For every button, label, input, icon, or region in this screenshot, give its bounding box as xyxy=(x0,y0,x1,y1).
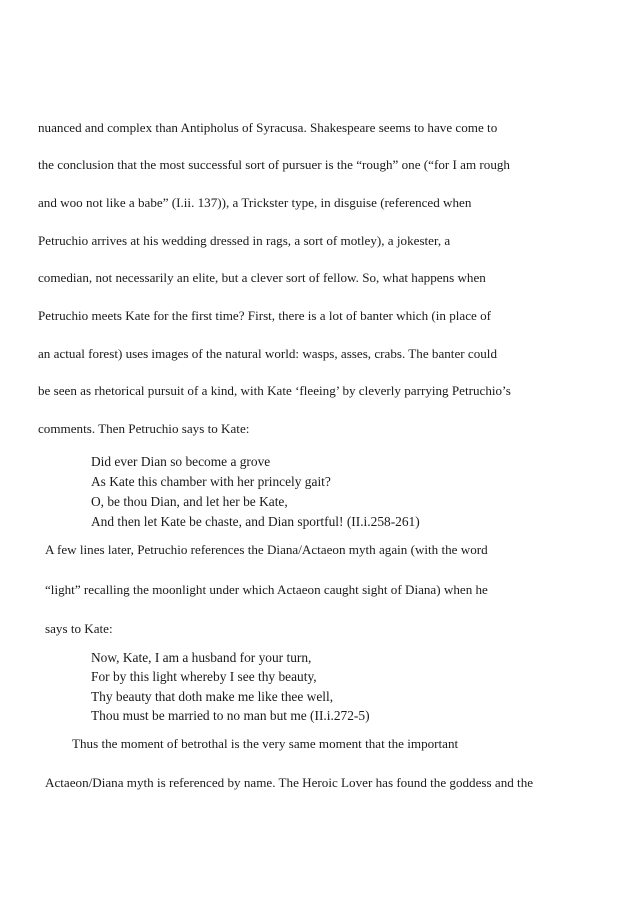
quote-line: Thy beauty that doth make me like thee well, xyxy=(91,689,334,704)
quote-line: Now, Kate, I am a husband for your turn, xyxy=(91,650,312,665)
text-line: Actaeon/Diana myth is referenced by name. The Heroic Lover has found the goddess and the xyxy=(45,775,534,790)
text-line: A few lines later, Petruchio references the Diana/Actaeon myth again (with the word xyxy=(45,542,488,557)
text-line: comments. Then Petruchio says to Kate: xyxy=(38,421,250,436)
text-line: “light” recalling the moonlight under which Actaeon caught sight of Diana) when he xyxy=(45,582,488,597)
text-line: Petruchio meets Kate for the first time? First, there is a lot of banter which (in place of xyxy=(38,308,492,323)
text-line: comedian, not necessarily an elite, but a clever sort of fellow. So, what happens when xyxy=(38,270,486,285)
quote-line: As Kate this chamber with her princely gait? xyxy=(91,474,331,489)
quote-line: For by this light whereby I see thy beauty, xyxy=(91,669,317,684)
quote-line: And then let Kate be chaste, and Dian sportful! (II.i.258-261) xyxy=(91,514,420,529)
text-line: Petruchio arrives at his wedding dressed in rags, a sort of motley), a jokester, a xyxy=(38,233,451,248)
text-line: nuanced and complex than Antipholus of Syracusa. Shakespeare seems to have come to xyxy=(38,120,498,135)
quote-line: Thou must be married to no man but me (II.i.272-5) xyxy=(91,708,370,723)
quote-line: O, be thou Dian, and let her be Kate, xyxy=(91,494,288,509)
text-line: Thus the moment of betrothal is the very same moment that the important xyxy=(72,736,459,751)
text-line: an actual forest) uses images of the natural world: wasps, asses, crabs. The banter could xyxy=(38,346,497,361)
text-line: says to Kate: xyxy=(45,621,113,636)
quote-line: Did ever Dian so become a grove xyxy=(91,454,271,469)
text-line: be seen as rhetorical pursuit of a kind, with Kate ‘fleeing’ by cleverly parrying Petruchio’s xyxy=(38,383,511,398)
text-line: the conclusion that the most successful sort of pursuer is the “rough” one (“for I am rough xyxy=(38,157,510,172)
text-line: and woo not like a babe” (I.ii. 137)), a Trickster type, in disguise (referenced when xyxy=(38,195,472,210)
